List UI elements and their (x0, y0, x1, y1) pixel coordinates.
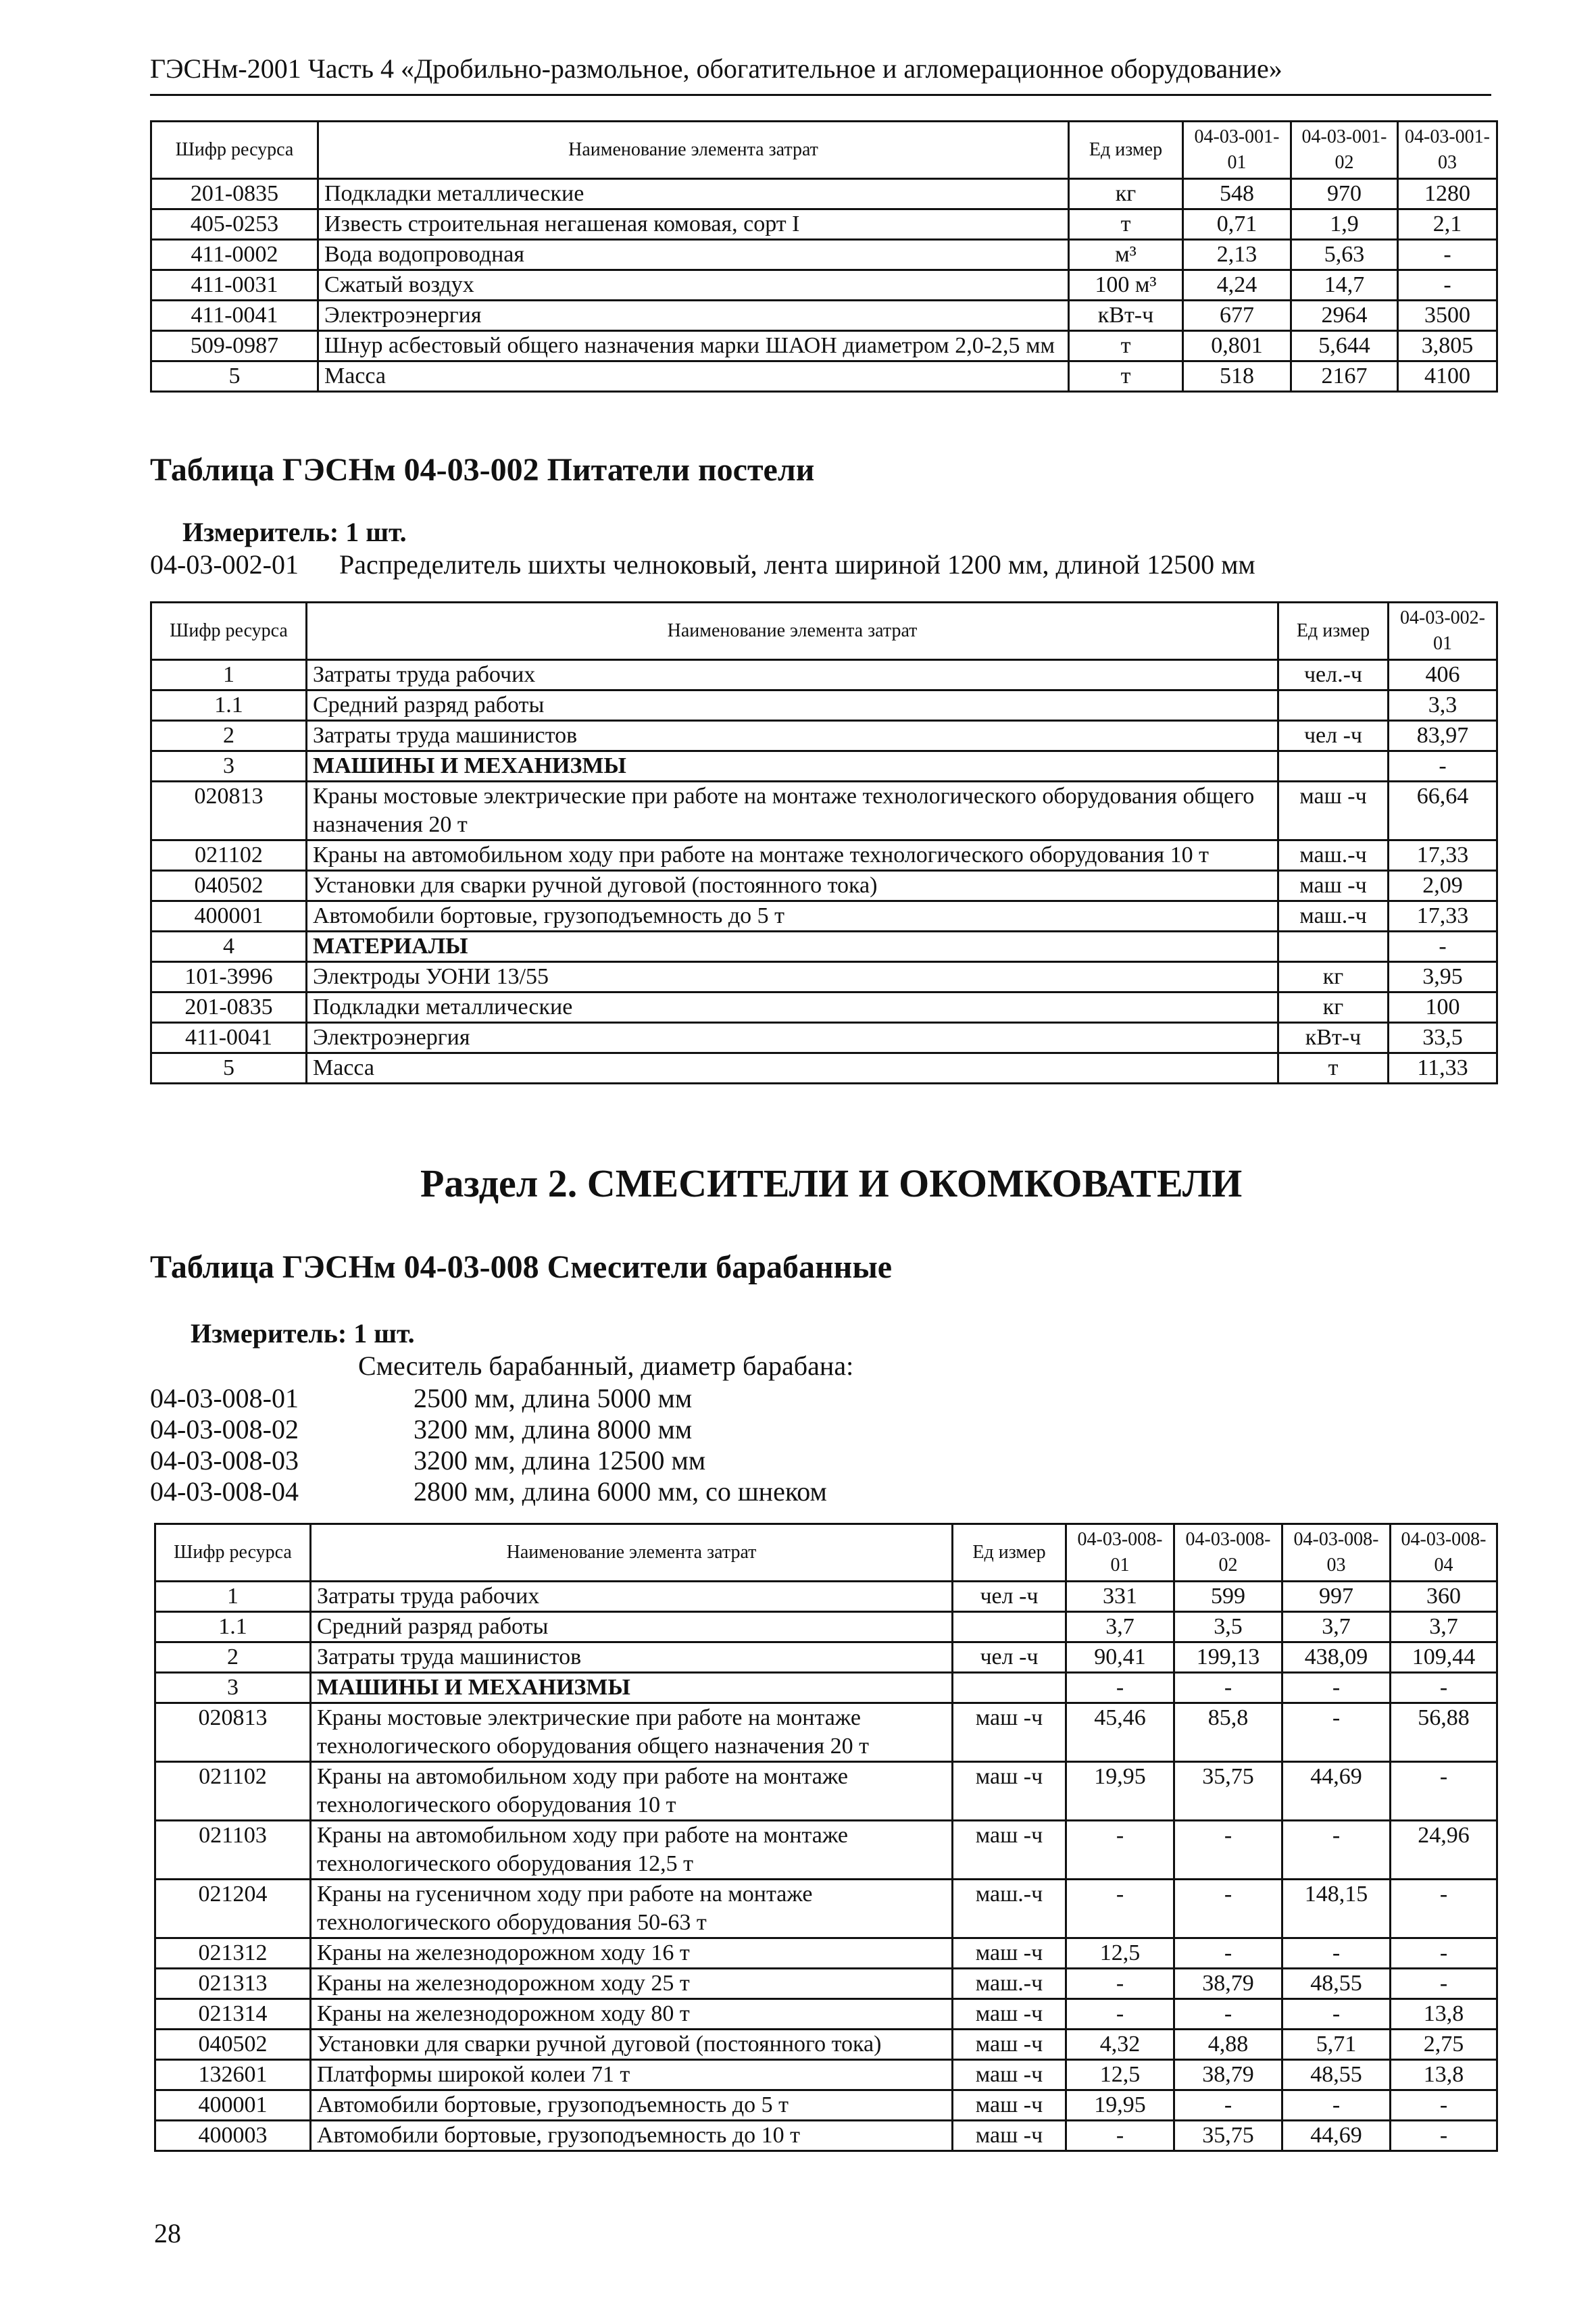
unit-cell: т (1069, 209, 1183, 240)
cost-element-name-cell: Автомобили бортовые, грузоподъемность до 5 т (311, 2090, 953, 2121)
value-cell: 17,33 (1389, 840, 1497, 871)
table2-measurer: Измеритель: 1 шт. (182, 517, 407, 547)
unit-cell: 100 м³ (1069, 270, 1183, 301)
column-header: 04-03-001-03 (1398, 122, 1497, 179)
resource-code-cell: 101-3996 (151, 962, 307, 992)
value-cell: - (1391, 2121, 1497, 2151)
value-cell: 0,71 (1183, 209, 1291, 240)
column-header: Наименование элемента затрат (318, 122, 1069, 179)
table-row (151, 751, 1497, 782)
item-text: 2500 мм, длина 5000 мм (414, 1383, 693, 1413)
cost-element-name-cell: Краны на железнодорожном ходу 25 т (311, 1969, 953, 1999)
value-cell: - (1282, 1673, 1391, 1703)
value-cell: 4,88 (1174, 2030, 1282, 2060)
value-cell: 2,1 (1398, 209, 1497, 240)
value-cell: - (1391, 1969, 1497, 1999)
column-header: Наименование элемента затрат (311, 1524, 953, 1582)
value-cell: 2,09 (1389, 871, 1497, 901)
table-row (151, 782, 1497, 840)
value-cell: 3,7 (1391, 1612, 1497, 1642)
value-cell: 360 (1391, 1582, 1497, 1612)
value-cell: - (1282, 1703, 1391, 1762)
column-header: Шифр ресурса (151, 603, 307, 660)
value-cell: 4,24 (1183, 270, 1291, 301)
column-header: 04-03-008-02 (1174, 1524, 1282, 1582)
value-cell: - (1066, 1999, 1174, 2030)
page-header: ГЭСНм-2001 Часть 4 «Дробильно-размольное, обогатительное и агломерационное оборудование» (150, 53, 1491, 96)
resource-code-cell: 2 (155, 1642, 311, 1673)
value-cell: 599 (1174, 1582, 1282, 1612)
value-cell: - (1174, 2090, 1282, 2121)
table3-item (150, 1476, 827, 1507)
unit-cell: маш.-ч (953, 1880, 1066, 1938)
cost-element-name-cell: Установки для сварки ручной дуговой (постоянного тока) (311, 2030, 953, 2060)
unit-cell: маш -ч (953, 1999, 1066, 2030)
value-cell: 83,97 (1389, 721, 1497, 751)
table-row (155, 2060, 1497, 2090)
table-row (155, 2121, 1497, 2151)
resource-code-cell: 411-0041 (151, 1023, 307, 1053)
table-row (151, 209, 1497, 240)
cost-element-name-cell: Затраты труда рабочих (307, 660, 1278, 690)
resource-code-cell: 040502 (151, 871, 307, 901)
resource-code-cell: 2 (151, 721, 307, 751)
value-cell: - (1066, 1673, 1174, 1703)
value-cell: 90,41 (1066, 1642, 1174, 1673)
table-04-03-002 (150, 601, 1498, 1084)
column-header: 04-03-008-01 (1066, 1524, 1174, 1582)
column-header: Ед измер (1278, 603, 1389, 660)
value-cell: 19,95 (1066, 2090, 1174, 2121)
value-cell: 13,8 (1391, 1999, 1497, 2030)
table-row (155, 1880, 1497, 1938)
item-code: 04-03-008-04 (150, 1476, 299, 1507)
unit-cell: чел.-ч (1278, 660, 1389, 690)
column-header: Наименование элемента затрат (307, 603, 1278, 660)
value-cell: 48,55 (1282, 2060, 1391, 2090)
value-cell: 5,63 (1291, 240, 1398, 270)
value-cell: - (1282, 1999, 1391, 2030)
resource-code-cell: 021313 (155, 1969, 311, 1999)
table-row (151, 962, 1497, 992)
value-cell: 3,7 (1282, 1612, 1391, 1642)
table-row (155, 2030, 1497, 2060)
value-cell: 970 (1291, 179, 1398, 209)
cost-element-name-cell: Краны мостовые электрические при работе на монтаже технологического оборудования общего назначения 20 т (307, 782, 1278, 840)
resource-code-cell: 411-0002 (151, 240, 318, 270)
cost-element-name-cell: Вода водопроводная (318, 240, 1069, 270)
table-row (151, 179, 1497, 209)
value-cell: 4,32 (1066, 2030, 1174, 2060)
resource-code-cell: 021102 (155, 1762, 311, 1821)
table3-measurer: Измеритель: 1 шт. (191, 1318, 415, 1349)
item-code: 04-03-008-02 (150, 1414, 299, 1444)
unit-cell: кг (1069, 179, 1183, 209)
value-cell: - (1066, 1969, 1174, 1999)
unit-cell: чел -ч (953, 1642, 1066, 1673)
table3-item (150, 1444, 705, 1476)
value-cell: 548 (1183, 179, 1291, 209)
value-cell: 518 (1183, 361, 1291, 392)
value-cell: 2,75 (1391, 2030, 1497, 2060)
unit-cell: чел -ч (953, 1582, 1066, 1612)
table-row (151, 840, 1497, 871)
value-cell: 66,64 (1389, 782, 1497, 840)
table-row (155, 1999, 1497, 2030)
table3-title: Таблица ГЭСНм 04-03-008 Смесители барабанные (150, 1249, 893, 1285)
value-cell: 3,5 (1174, 1612, 1282, 1642)
table3-intro: Смеситель барабанный, диаметр барабана: (358, 1351, 854, 1381)
value-cell: 38,79 (1174, 2060, 1282, 2090)
table-row (155, 1938, 1497, 1969)
resource-code-cell: 1 (155, 1582, 311, 1612)
resource-code-cell: 201-0835 (151, 179, 318, 209)
item-text: 3200 мм, длина 12500 мм (414, 1445, 706, 1476)
value-cell: 3,805 (1398, 331, 1497, 361)
resource-code-cell: 400003 (155, 2121, 311, 2151)
resource-code-cell: 411-0041 (151, 301, 318, 331)
column-header: Шифр ресурса (151, 122, 318, 179)
value-cell: 44,69 (1282, 2121, 1391, 2151)
value-cell: - (1174, 1673, 1282, 1703)
table-row (151, 361, 1497, 392)
value-cell: - (1174, 1938, 1282, 1969)
unit-cell: кВт-ч (1278, 1023, 1389, 1053)
table-row (151, 901, 1497, 932)
value-cell: 1,9 (1291, 209, 1398, 240)
unit-cell: маш.-ч (1278, 901, 1389, 932)
cost-element-name-cell: Краны на автомобильном ходу при работе на монтаже технологического оборудования 10 т (311, 1762, 953, 1821)
unit-cell: маш -ч (953, 2060, 1066, 2090)
cost-element-name-cell: Краны мостовые электрические при работе на монтаже технологического оборудования общего назначения 20 т (311, 1703, 953, 1762)
column-header: 04-03-002-01 (1389, 603, 1497, 660)
resource-code-cell: 3 (151, 751, 307, 782)
unit-cell: т (1278, 1053, 1389, 1084)
table-row (155, 1642, 1497, 1673)
unit-cell (1278, 932, 1389, 962)
table-row (151, 270, 1497, 301)
cost-element-name-cell: МАШИНЫ И МЕХАНИЗМЫ (307, 751, 1278, 782)
table-row (151, 932, 1497, 962)
table-row (155, 1582, 1497, 1612)
resource-code-cell: 400001 (155, 2090, 311, 2121)
value-cell: 48,55 (1282, 1969, 1391, 1999)
column-header: 04-03-008-04 (1391, 1524, 1497, 1582)
table2-item: 04-03-002-01 Распределитель шихты челноковый, лента шириной 1200 мм, длиной 12500 мм (150, 549, 1255, 580)
table-row (155, 1673, 1497, 1703)
table-04-03-001 (150, 120, 1498, 393)
value-cell: 13,8 (1391, 2060, 1497, 2090)
column-header: 04-03-001-02 (1291, 122, 1398, 179)
resource-code-cell: 411-0031 (151, 270, 318, 301)
cost-element-name-cell: Краны на железнодорожном ходу 80 т (311, 1999, 953, 2030)
unit-cell: маш.-ч (1278, 840, 1389, 871)
table-row (151, 871, 1497, 901)
unit-cell (953, 1612, 1066, 1642)
value-cell: 2964 (1291, 301, 1398, 331)
value-cell: - (1282, 1821, 1391, 1880)
cost-element-name-cell: Платформы широкой колеи 71 т (311, 2060, 953, 2090)
table-row (151, 240, 1497, 270)
unit-cell: маш -ч (1278, 782, 1389, 840)
resource-code-cell: 1 (151, 660, 307, 690)
table-row (151, 721, 1497, 751)
table-row (151, 660, 1497, 690)
value-cell: 24,96 (1391, 1821, 1497, 1880)
unit-cell (1278, 751, 1389, 782)
resource-code-cell: 4 (151, 932, 307, 962)
cost-element-name-cell: Сжатый воздух (318, 270, 1069, 301)
item-text: 3200 мм, длина 8000 мм (414, 1414, 693, 1444)
table3-item (150, 1413, 692, 1445)
unit-cell: маш -ч (953, 2090, 1066, 2121)
table2-title: Таблица ГЭСНм 04-03-002 Питатели постели (150, 452, 815, 488)
table-row (155, 1703, 1497, 1762)
resource-code-cell: 021314 (155, 1999, 311, 2030)
value-cell: 35,75 (1174, 1762, 1282, 1821)
value-cell: - (1391, 1673, 1497, 1703)
value-cell: 14,7 (1291, 270, 1398, 301)
value-cell: 19,95 (1066, 1762, 1174, 1821)
value-cell: 35,75 (1174, 2121, 1282, 2151)
value-cell: 4100 (1398, 361, 1497, 392)
value-cell: 3,3 (1389, 690, 1497, 721)
column-header: 04-03-001-01 (1183, 122, 1291, 179)
cost-element-name-cell: Масса (318, 361, 1069, 392)
table-04-03-008 (154, 1523, 1498, 2152)
value-cell: 148,15 (1282, 1880, 1391, 1938)
table-row (151, 690, 1497, 721)
resource-code-cell: 405-0253 (151, 209, 318, 240)
value-cell: - (1391, 1762, 1497, 1821)
value-cell: 997 (1282, 1582, 1391, 1612)
resource-code-cell: 132601 (155, 2060, 311, 2090)
value-cell: 3,7 (1066, 1612, 1174, 1642)
value-cell: - (1389, 751, 1497, 782)
value-cell: - (1174, 1880, 1282, 1938)
resource-code-cell: 5 (151, 1053, 307, 1084)
table-row (155, 1969, 1497, 1999)
resource-code-cell: 400001 (151, 901, 307, 932)
table-row (155, 1762, 1497, 1821)
cost-element-name-cell: Автомобили бортовые, грузоподъемность до 5 т (307, 901, 1278, 932)
cost-element-name-cell: Электроды УОНИ 13/55 (307, 962, 1278, 992)
section-title: Раздел 2. СМЕСИТЕЛИ И ОКОМКОВАТЕЛИ (420, 1161, 1243, 1205)
column-header: 04-03-008-03 (1282, 1524, 1391, 1582)
value-cell: 406 (1389, 660, 1497, 690)
cost-element-name-cell: Затраты труда машинистов (307, 721, 1278, 751)
value-cell: 2,13 (1183, 240, 1291, 270)
value-cell: 3500 (1398, 301, 1497, 331)
cost-element-name-cell: Электроэнергия (318, 301, 1069, 331)
value-cell: - (1066, 1821, 1174, 1880)
resource-code-cell: 021102 (151, 840, 307, 871)
value-cell: 56,88 (1391, 1703, 1497, 1762)
table-row (151, 1023, 1497, 1053)
value-cell: 5,644 (1291, 331, 1398, 361)
resource-code-cell: 020813 (151, 782, 307, 840)
value-cell: - (1066, 1880, 1174, 1938)
cost-element-name-cell: Известь строительная негашеная комовая, сорт I (318, 209, 1069, 240)
unit-cell: маш -ч (953, 1938, 1066, 1969)
resource-code-cell: 1.1 (155, 1612, 311, 1642)
resource-code-cell: 020813 (155, 1703, 311, 1762)
value-cell: 12,5 (1066, 2060, 1174, 2090)
cost-element-name-cell: Установки для сварки ручной дуговой (постоянного тока) (307, 871, 1278, 901)
unit-cell: чел -ч (1278, 721, 1389, 751)
value-cell: - (1389, 932, 1497, 962)
column-header: Ед измер (953, 1524, 1066, 1582)
unit-cell: маш -ч (953, 2030, 1066, 2060)
item-text: 2800 мм, длина 6000 мм, со шнеком (414, 1476, 827, 1507)
cost-element-name-cell: МАШИНЫ И МЕХАНИЗМЫ (311, 1673, 953, 1703)
value-cell: 38,79 (1174, 1969, 1282, 1999)
cost-element-name-cell: Электроэнергия (307, 1023, 1278, 1053)
value-cell: 1280 (1398, 179, 1497, 209)
table-row (151, 331, 1497, 361)
unit-cell (1278, 690, 1389, 721)
unit-cell: кВт-ч (1069, 301, 1183, 331)
unit-cell: маш -ч (953, 2121, 1066, 2151)
value-cell: - (1398, 270, 1497, 301)
unit-cell: кг (1278, 992, 1389, 1023)
cost-element-name-cell: Краны на автомобильном ходу при работе на монтаже технологического оборудования 12,5 т (311, 1821, 953, 1880)
value-cell: 438,09 (1282, 1642, 1391, 1673)
value-cell: 5,71 (1282, 2030, 1391, 2060)
value-cell: - (1174, 1821, 1282, 1880)
column-header: Шифр ресурса (155, 1524, 311, 1582)
cost-element-name-cell: Подкладки металлические (307, 992, 1278, 1023)
table-row (155, 2090, 1497, 2121)
value-cell: - (1282, 1938, 1391, 1969)
value-cell: 677 (1183, 301, 1291, 331)
value-cell: 331 (1066, 1582, 1174, 1612)
unit-cell: маш -ч (1278, 871, 1389, 901)
cost-element-name-cell: Подкладки металлические (318, 179, 1069, 209)
unit-cell: маш -ч (953, 1762, 1066, 1821)
resource-code-cell: 040502 (155, 2030, 311, 2060)
resource-code-cell: 021204 (155, 1880, 311, 1938)
unit-cell: т (1069, 331, 1183, 361)
value-cell: - (1282, 2090, 1391, 2121)
unit-cell: маш -ч (953, 1821, 1066, 1880)
value-cell: 12,5 (1066, 1938, 1174, 1969)
value-cell: 3,95 (1389, 962, 1497, 992)
value-cell: - (1391, 1880, 1497, 1938)
cost-element-name-cell: Автомобили бортовые, грузоподъемность до 10 т (311, 2121, 953, 2151)
unit-cell: кг (1278, 962, 1389, 992)
cost-element-name-cell: Затраты труда рабочих (311, 1582, 953, 1612)
value-cell: 2167 (1291, 361, 1398, 392)
unit-cell: маш -ч (953, 1703, 1066, 1762)
value-cell: 0,801 (1183, 331, 1291, 361)
table-row (151, 301, 1497, 331)
column-header: Ед измер (1069, 122, 1183, 179)
value-cell: 11,33 (1389, 1053, 1497, 1084)
resource-code-cell: 3 (155, 1673, 311, 1703)
value-cell: - (1066, 2121, 1174, 2151)
resource-code-cell: 201-0835 (151, 992, 307, 1023)
value-cell: 33,5 (1389, 1023, 1497, 1053)
value-cell: 199,13 (1174, 1642, 1282, 1673)
value-cell: - (1391, 2090, 1497, 2121)
table3-item (150, 1382, 692, 1414)
resource-code-cell: 5 (151, 361, 318, 392)
resource-code-cell: 1.1 (151, 690, 307, 721)
cost-element-name-cell: Краны на автомобильном ходу при работе на монтаже технологического оборудования 10 т (307, 840, 1278, 871)
item-code: 04-03-008-01 (150, 1383, 299, 1413)
cost-element-name-cell: Краны на железнодорожном ходу 16 т (311, 1938, 953, 1969)
table-row (151, 992, 1497, 1023)
item-code: 04-03-008-03 (150, 1445, 299, 1476)
cost-element-name-cell: Краны на гусеничном ходу при работе на монтаже технологического оборудования 50-63 т (311, 1880, 953, 1938)
resource-code-cell: 021312 (155, 1938, 311, 1969)
unit-cell: м³ (1069, 240, 1183, 270)
cost-element-name-cell: Затраты труда машинистов (311, 1642, 953, 1673)
value-cell: 85,8 (1174, 1703, 1282, 1762)
unit-cell: маш.-ч (953, 1969, 1066, 1999)
value-cell: 44,69 (1282, 1762, 1391, 1821)
value-cell: 45,46 (1066, 1703, 1174, 1762)
resource-code-cell: 509-0987 (151, 331, 318, 361)
page-number: 28 (154, 2218, 181, 2248)
value-cell: 17,33 (1389, 901, 1497, 932)
value-cell: 100 (1389, 992, 1497, 1023)
cost-element-name-cell: МАТЕРИАЛЫ (307, 932, 1278, 962)
unit-cell: т (1069, 361, 1183, 392)
value-cell: - (1398, 240, 1497, 270)
value-cell: - (1174, 1999, 1282, 2030)
value-cell: - (1391, 1938, 1497, 1969)
table-row (151, 1053, 1497, 1084)
unit-cell (953, 1673, 1066, 1703)
resource-code-cell: 021103 (155, 1821, 311, 1880)
cost-element-name-cell: Средний разряд работы (307, 690, 1278, 721)
table-row (155, 1821, 1497, 1880)
cost-element-name-cell: Шнур асбестовый общего назначения марки ШАОН диаметром 2,0-2,5 мм (318, 331, 1069, 361)
cost-element-name-cell: Масса (307, 1053, 1278, 1084)
value-cell: 109,44 (1391, 1642, 1497, 1673)
cost-element-name-cell: Средний разряд работы (311, 1612, 953, 1642)
table-row (155, 1612, 1497, 1642)
